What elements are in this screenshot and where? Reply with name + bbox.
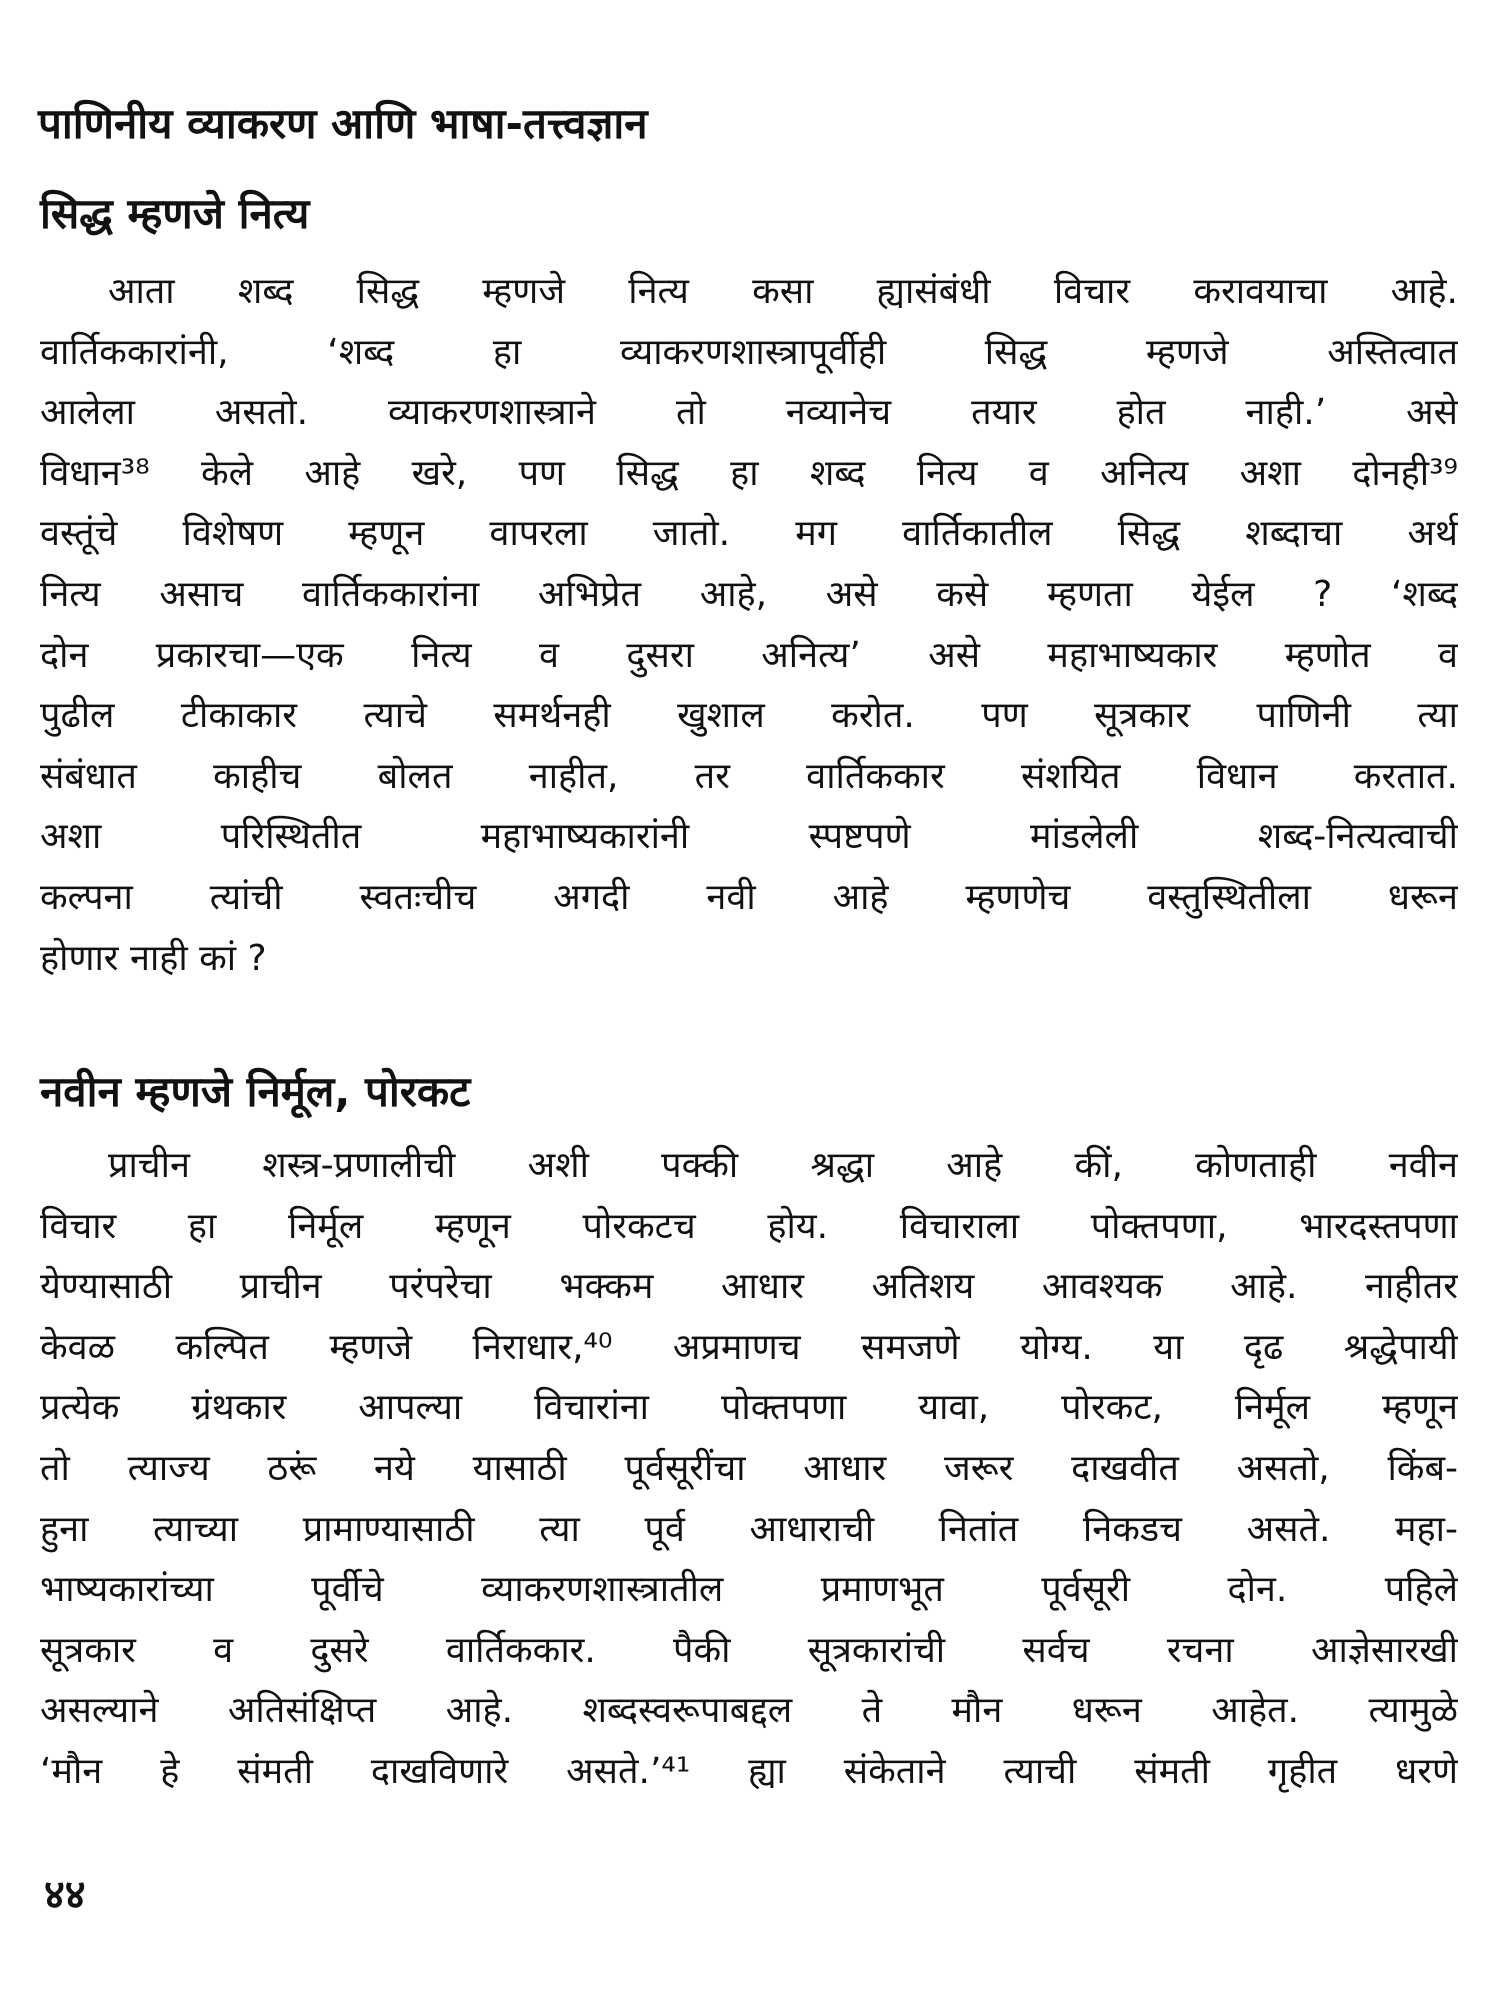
- text-line: वार्तिककारांनी, ‘शब्द हा व्याकरणशास्त्रापूर्वीही सिद्ध म्हणजे अस्तित्वात: [40, 331, 1458, 373]
- text-line: संबंधात काहीच बोलत नाहीत, तर वार्तिककार संशयित विधान करतात.: [40, 755, 1458, 797]
- text-line: केवळ कल्पित म्हणजे निराधार,⁴⁰ अप्रमाणच समजणे योग्य. या दृढ श्रद्धेपायी: [40, 1326, 1458, 1368]
- text-line: तो त्याज्य ठरूं नये यासाठी पूर्वसूरींचा आधार जरूर दाखवीत असतो, किंब-: [40, 1447, 1458, 1489]
- text-line: होणार नाही कां ?: [40, 937, 267, 979]
- text-line: पुढील टीकाकार त्याचे समर्थनही खुशाल करोत. पण सूत्रकार पाणिनी त्या: [40, 695, 1458, 737]
- paragraph-navin: [40, 1136, 1458, 1803]
- text-line: ‘मौन हे संमती दाखविणारे असते.’⁴¹ ह्या संकेताने त्याची संमती गृहीत धरणे: [40, 1750, 1458, 1792]
- text-line: विधान³⁸ केले आहे खरे, पण सिद्ध हा शब्द नित्य व अनित्य अशा दोनही³⁹: [40, 452, 1458, 494]
- text-line: कल्पना त्यांची स्वतःचीच अगदी नवी आहे म्हणणेच वस्तुस्थितीला धरून: [40, 876, 1458, 918]
- text-line: हुना त्याच्या प्रामाण्यासाठी त्या पूर्व आधाराची नितांत निकडच असते. महा-: [40, 1508, 1458, 1550]
- text-line: येण्यासाठी प्राचीन परंपरेचा भक्कम आधार अतिशय आवश्यक आहे. नाहीतर: [40, 1266, 1458, 1308]
- text-line: वस्तूंचे विशेषण म्हणून वापरला जातो. मग वार्तिकातील सिद्ध शब्दाचा अर्थ: [40, 513, 1458, 555]
- text-line: भाष्यकारांच्या पूर्वीचे व्याकरणशास्त्रातील प्रमाणभूत पूर्वसूरी दोन. पहिले: [40, 1569, 1458, 1611]
- text-line: विचार हा निर्मूल म्हणून पोरकटच होय. विचाराला पोक्तपणा, भारदस्तपणा: [40, 1205, 1458, 1247]
- page-number: ४४: [44, 1872, 86, 1918]
- text-line: नित्य असाच वार्तिककारांना अभिप्रेत आहे, असे कसे म्हणता येईल ? ‘शब्द: [40, 573, 1458, 615]
- text-line: अशा परिस्थितीत महाभाष्यकारांनी स्पष्टपणे मांडलेली शब्द-नित्यत्वाची: [40, 816, 1458, 858]
- text-line: प्राचीन शस्त्र-प्रणालीची अशी पक्की श्रद्धा आहे कीं, कोणताही नवीन: [108, 1145, 1458, 1186]
- text-line: प्रत्येक ग्रंथकार आपल्या विचारांना पोक्तपणा यावा, पोरकट, निर्मूल म्हणून: [40, 1387, 1458, 1429]
- section-heading-navin: नवीन म्हणजे निर्मूल, पोरकट: [40, 1067, 471, 1116]
- section-heading-siddha: सिद्ध म्हणजे नित्य: [40, 189, 310, 238]
- text-line: आलेला असतो. व्याकरणशास्त्राने तो नव्यानेच तयार होत नाही.’ असे: [40, 392, 1458, 434]
- text-line: दोन प्रकारचा—एक नित्य व दुसरा अनित्य’ असे महाभाष्यकार म्हणोत व: [40, 634, 1458, 676]
- text-line: असल्याने अतिसंक्षिप्त आहे. शब्दस्वरूपाबद्दल ते मौन धरून आहेत. त्यामुळे: [40, 1690, 1458, 1732]
- paragraph-siddha: [40, 262, 1458, 989]
- running-head: पाणिनीय व्याकरण आणि भाषा-तत्त्वज्ञान: [38, 99, 648, 148]
- text-line: आता शब्द सिद्ध म्हणजे नित्य कसा ह्यासंबंधी विचार करावयाचा आहे.: [108, 271, 1458, 312]
- text-line: सूत्रकार व दुसरे वार्तिककार. पैकी सूत्रकारांची सर्वच रचना आज्ञेसारखी: [40, 1629, 1458, 1671]
